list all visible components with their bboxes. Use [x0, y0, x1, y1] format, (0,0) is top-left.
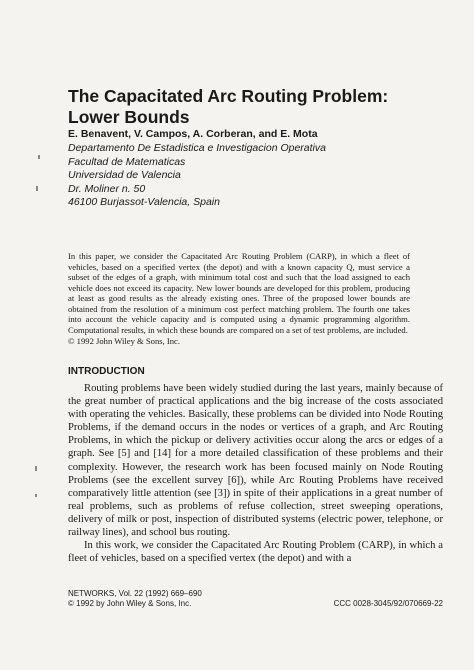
paper-title-line-1: The Capacitated Arc Routing Problem: [68, 86, 389, 106]
paper-title-line-2: Lower Bounds [68, 107, 190, 127]
scan-mark [35, 494, 37, 497]
scan-mark [36, 186, 38, 191]
body-paragraph-1: Routing problems have been widely studied during the last years, mainly because of the great number of practical applications and the big increase of the costs associated with operating the vehicles. Basically, these problems can be divided into Node Routing Problems, if the demand occurs in the nodes or vertices of a graph, and Arc Routing Problems, in which the pickup or delivery activities occur along the arcs or edges of a graph. See [5] and [14] for a more detailed classification of these problems and their complexity. However, the research work has been focused mainly on Node Routing Problems (see the excellent survey [6]), while Arc Routing Problems have received comparatively little attention (see [3]) in spite of their applications in a great number of real problems, such as problems of refuse collection, street sweeping operations, delivery of milk or post, inspection of distributed systems (electric power, telephone, or railway lines), and school bus routing. [68, 383, 443, 539]
affiliation-faculty: Facultad de Matematicas [68, 155, 186, 168]
footer-journal: NETWORKS, Vol. 22 (1992) 669–690 [68, 589, 202, 598]
affiliation-street: Dr. Moliner n. 50 [68, 182, 146, 195]
page-footer [68, 589, 443, 613]
section-heading-introduction: INTRODUCTION [68, 366, 145, 377]
affiliation-department: Departamento De Estadistica e Investigacion Operativa [68, 142, 326, 154]
author-list: E. Benavent, V. Campos, A. Corberan, and E. Mota [68, 128, 318, 140]
abstract-copyright: © 1992 John Wiley & Sons, Inc. [68, 336, 181, 346]
abstract-text: In this paper, we consider the Capacitated Arc Routing Problem (CARP), in which a fleet of vehicles, based on a specified vertex (the depot) and with a known capacity Q, must service a subset of the edges of a graph, with minimum total cost and such that the load assigned to each vehicle does not exceed its capacity. New lower bounds are developed for this problem, producing at least as good results as the already existing ones. Three of the proposed lower bounds are obtained from the resolution of a minimum cost perfect matching problem. The fourth one takes into account the vehicle capacity and is computed using a dynamic programming algorithm. Computational results, in which these bounds are compared on a set of test problems, are included. [68, 251, 410, 335]
paper-title [68, 86, 448, 128]
introduction-body [68, 382, 443, 565]
scan-mark [38, 155, 40, 159]
body-paragraph-2: In this work, we consider the Capacitated Arc Routing Problem (CARP), in which a fleet of vehicles, based on a specified vertex (the depot) and with a [68, 540, 443, 565]
footer-left [68, 589, 202, 609]
affiliation-block [68, 142, 448, 210]
affiliation-university: Universidad de Valencia [68, 169, 181, 182]
scan-mark [35, 466, 37, 471]
footer-copyright: © 1992 by John Wiley & Sons, Inc. [68, 599, 192, 608]
affiliation-city: 46100 Burjassot-Valencia, Spain [68, 196, 220, 209]
footer-ccc: CCC 0028-3045/92/070669-22 [333, 599, 443, 608]
